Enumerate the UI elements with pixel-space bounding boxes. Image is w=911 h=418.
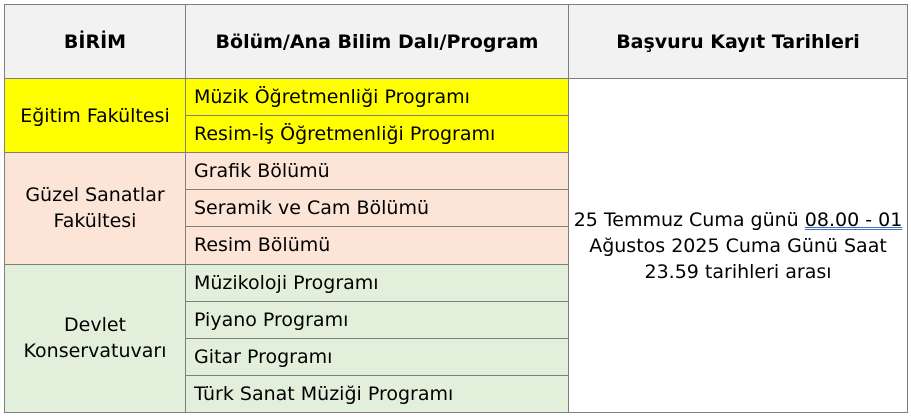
dates-end: Ağustos 2025 Cuma Günü Saat 23.59 tarihleri arası — [589, 234, 887, 283]
unit-devlet-konservatuvari: Devlet Konservatuvarı — [5, 264, 186, 412]
program-cell: Türk Sanat Müziği Programı — [186, 375, 569, 412]
header-program: Bölüm/Ana Bilim Dalı/Program — [186, 5, 569, 79]
table-row — [5, 79, 908, 116]
program-cell: Piyano Programı — [186, 301, 569, 338]
program-cell: Resim-İş Öğretmenliği Programı — [186, 116, 569, 153]
program-cell: Resim Bölümü — [186, 227, 569, 264]
dates-start: 25 Temmuz Cuma günü — [573, 208, 805, 231]
program-cell: Seramik ve Cam Bölümü — [186, 190, 569, 227]
header-dates: Başvuru Kayıt Tarihleri — [569, 5, 908, 79]
program-cell: Müzikoloji Programı — [186, 264, 569, 301]
program-cell: Grafik Bölümü — [186, 153, 569, 190]
header-unit: BİRİM — [5, 5, 186, 79]
program-cell: Müzik Öğretmenliği Programı — [186, 79, 569, 116]
header-row — [5, 5, 908, 79]
application-dates-cell — [569, 79, 908, 413]
program-cell: Gitar Programı — [186, 338, 569, 375]
dates-time-range: 08.00 - 01 — [804, 208, 903, 231]
application-dates-table — [4, 4, 908, 413]
unit-guzel-sanatlar-fakultesi: Güzel Sanatlar Fakültesi — [5, 153, 186, 264]
unit-egitim-fakultesi: Eğitim Fakültesi — [5, 79, 186, 153]
